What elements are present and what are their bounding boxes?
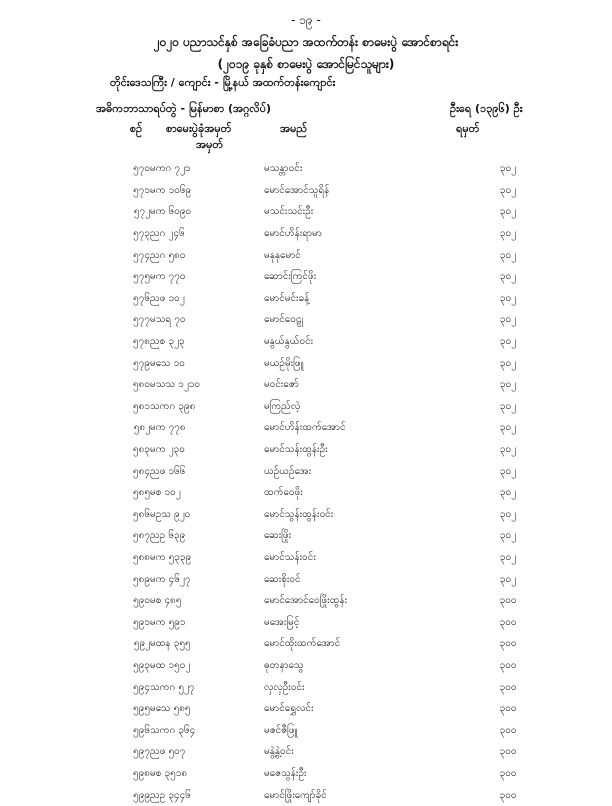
row-number: ၅၉၆ bbox=[133, 724, 150, 736]
candidate-name: ဆောင်းကြင်ဖိုး bbox=[264, 271, 317, 283]
candidate-name: ဆေးဖြိုး bbox=[264, 530, 292, 542]
roll-number: ညဥ ၃၄၄၆ bbox=[150, 789, 191, 801]
row-number: ၅၈၂ bbox=[133, 422, 150, 434]
row-number: ၅၈၀ bbox=[133, 379, 150, 391]
candidate-name: ဓုတနာသွေ bbox=[264, 659, 304, 671]
marks-value: ၃၀၀ bbox=[499, 681, 517, 693]
roll-number: မက ၇၇၈ bbox=[150, 422, 186, 434]
column-header-roll-line2: အမှတ် bbox=[196, 138, 224, 151]
candidate-name: ထက်ဝေဖိုး bbox=[264, 487, 303, 499]
row-number: ၅၇၁ bbox=[133, 184, 150, 196]
table-row bbox=[0, 244, 536, 266]
page-title: ၂၀၂၀ ပညာသင်နှစ် အခြေခံပညာ အထက်တန်း စာမေးပွဲ အောင်စာရင်း bbox=[153, 35, 459, 49]
roll-number: သကဂ ၅၂၇ bbox=[150, 681, 195, 693]
column-header-marks: ရမှတ် bbox=[456, 122, 480, 135]
candidate-name: မောင်ထိုးထက်အောင် bbox=[264, 638, 341, 650]
roll-number: မက ၆၀၉၀ bbox=[150, 206, 192, 218]
candidate-name: မဇေသွန်းဦး bbox=[264, 767, 307, 779]
table-row bbox=[0, 288, 536, 310]
marks-value: ၃၀၂ bbox=[499, 400, 517, 412]
row-number: ၅၇၆ bbox=[133, 292, 150, 304]
marks-value: ၃၀၂ bbox=[499, 422, 517, 434]
marks-value: ၃၀၂ bbox=[499, 184, 517, 196]
marks-value: ၃၀၂ bbox=[499, 336, 517, 348]
roll-number: မကဂ ၇၂၁ bbox=[150, 163, 191, 175]
candidate-name: မောင်ရွှေလင်း bbox=[264, 703, 314, 715]
candidate-name: မောင်သန်းဝင်း bbox=[264, 551, 316, 563]
row-number: ၅၈၉ bbox=[133, 573, 150, 585]
roll-number: မက ၂၃၀ bbox=[150, 444, 185, 456]
candidate-name: မောင်မင်းခန့် bbox=[264, 292, 310, 304]
roll-number: မက ၅၃၃၉ bbox=[150, 551, 192, 563]
table-row bbox=[0, 568, 536, 590]
candidate-name: မနွဲ့နွဲ့ဝင်း bbox=[264, 746, 294, 758]
roll-number: သကဂ ၃၆၄ bbox=[150, 724, 196, 736]
marks-value: ၃၀၂ bbox=[499, 444, 517, 456]
column-header-name: အမည် bbox=[280, 122, 308, 135]
row-number: ၅၉၄ bbox=[133, 681, 150, 693]
row-number: ၅၇၉ bbox=[133, 357, 150, 369]
marks-value: ၃၀၂ bbox=[499, 271, 517, 283]
row-number: ၅၈၅ bbox=[133, 487, 150, 499]
table-row bbox=[0, 352, 536, 374]
table-row bbox=[0, 158, 536, 180]
roll-number: မစ ၃၅၁၈ bbox=[150, 767, 188, 779]
row-number: ၅၉၁ bbox=[133, 616, 150, 628]
roll-number: မစ ၄၈၅ bbox=[150, 595, 182, 607]
roll-number: ညဖ ၁၀၂ bbox=[150, 292, 185, 304]
roll-number: မထ ၁၅၀၂ bbox=[150, 659, 191, 671]
table-row bbox=[0, 698, 536, 720]
marks-value: ၃၀၂ bbox=[499, 206, 517, 218]
page-number: - ၁၉ - bbox=[291, 13, 321, 27]
marks-value: ၃၀၂ bbox=[499, 249, 517, 261]
table-row bbox=[0, 396, 536, 418]
roll-number: ညစ ၃၂၃ bbox=[150, 336, 185, 348]
row-number: ၅၇၄ bbox=[133, 249, 150, 261]
results-table-body bbox=[0, 158, 536, 806]
candidate-name: မောင်အောင်သူရိန် bbox=[264, 184, 330, 196]
row-number: ၅၈၃ bbox=[133, 444, 150, 456]
column-header-roll: စာမေးပွဲခုံအမှတ် bbox=[166, 122, 232, 135]
table-row bbox=[0, 460, 536, 482]
table-row bbox=[0, 763, 536, 785]
roll-number: ညဂ ၅၈၀ bbox=[150, 249, 186, 261]
roll-number: မက ၅၉၁ bbox=[150, 616, 186, 628]
table-row bbox=[0, 741, 536, 763]
table-row bbox=[0, 482, 536, 504]
marks-value: ၃၀၂ bbox=[499, 487, 517, 499]
row-number: ၅၇၈ bbox=[133, 336, 150, 348]
candidate-name: မကြည်လဲ့ bbox=[264, 400, 301, 412]
row-number: ၅၇၃ bbox=[133, 228, 150, 240]
candidate-name: မောင်ဟိန်းထက်အောင် bbox=[264, 422, 346, 434]
table-row bbox=[0, 180, 536, 202]
roll-number: မက ၇၇၀ bbox=[150, 271, 186, 283]
marks-value: ၃၀၂ bbox=[499, 357, 517, 369]
candidate-name: မောင်ဖြိုးကျော်ခိုင် bbox=[264, 789, 327, 801]
table-row bbox=[0, 784, 536, 806]
roll-number: မသေ ၅၈၅ bbox=[150, 703, 191, 715]
row-number: ၅၇၀ bbox=[133, 163, 150, 175]
row-number: ၅၈၆ bbox=[133, 508, 150, 520]
marks-value: ၃၀၀ bbox=[499, 789, 517, 801]
candidate-name: မယဉ်မိုးဖြူ bbox=[264, 357, 304, 369]
marks-value: ၃၀၂ bbox=[499, 530, 517, 542]
table-row bbox=[0, 655, 536, 677]
candidate-name: လှလှဦးဝင်း bbox=[264, 681, 305, 693]
roll-number: မက ၁၀၆၉ bbox=[150, 184, 192, 196]
candidate-name: ယဉ်ယဉ်အေး bbox=[264, 465, 312, 477]
candidate-name: မောင်ဟိန်းရာမာ bbox=[264, 228, 322, 240]
candidate-name: မဝင်းဇော် bbox=[264, 379, 299, 391]
region-label: တိုင်းဒေသကြီး / ကျောင်း - မြို့နယ် အထက်တန်းကျောင်း bbox=[110, 76, 336, 89]
table-row bbox=[0, 417, 536, 439]
candidate-name: မောင်ဝေဠု bbox=[264, 314, 303, 326]
marks-value: ၃၀၀ bbox=[499, 595, 517, 607]
table-row bbox=[0, 439, 536, 461]
marks-value: ၃၀၀ bbox=[499, 746, 517, 758]
marks-value: ၃၀၀ bbox=[499, 638, 517, 650]
candidate-name: မနွယ်နွယ်ဝင်း bbox=[264, 336, 314, 348]
table-row bbox=[0, 719, 536, 741]
table-row bbox=[0, 525, 536, 547]
candidate-name: မဇင်ဇီဖြူ bbox=[264, 724, 298, 736]
subject-group-label: အဓိကဘာသာရပ်တွဲ - မြန်မာစာ (အဂ္ဂလိပ်) bbox=[96, 102, 272, 115]
row-number: ၅၈၈ bbox=[132, 551, 150, 563]
marks-value: ၃၀၀ bbox=[499, 724, 517, 736]
roll-number: ညဖ ၅၀၇ bbox=[150, 746, 186, 758]
table-row bbox=[0, 331, 536, 353]
table-row bbox=[0, 676, 536, 698]
candidate-name: မောင်သွန်းထွန်းဝင်း bbox=[264, 508, 334, 520]
marks-value: ၃၀၀ bbox=[499, 767, 517, 779]
roll-number: မသသ ၁၂၁၀ bbox=[150, 379, 201, 391]
row-number: ၅၉၀ bbox=[133, 595, 150, 607]
roll-number: မဥသ ၉၂၀ bbox=[150, 508, 191, 520]
candidate-name: မနုနုမောင် bbox=[264, 249, 301, 261]
table-row bbox=[0, 633, 536, 655]
row-number: ၅၉၇ bbox=[133, 746, 150, 758]
marks-value: ၃၀၀ bbox=[499, 659, 517, 671]
row-number: ၅၈၇ bbox=[133, 530, 150, 542]
roll-number: ညဂ ၂၄၆ bbox=[150, 228, 185, 240]
row-number: ၅၇၅ bbox=[133, 271, 150, 283]
table-row bbox=[0, 223, 536, 245]
marks-value: ၃၀၂ bbox=[499, 163, 517, 175]
roll-number: မက ၄၆၂၇ bbox=[150, 573, 191, 585]
candidate-name: မသင်းသင်းဦး bbox=[264, 206, 314, 218]
candidate-name: မသန္တာဝင်း bbox=[264, 163, 303, 175]
table-row bbox=[0, 590, 536, 612]
row-number: ၅၇၇ bbox=[133, 314, 150, 326]
candidate-name: မောင်အောင်ဝေဖြိုးထွန်း bbox=[264, 595, 348, 607]
row-number: ၅၇၂ bbox=[133, 206, 150, 218]
row-number: ၅၉၃ bbox=[133, 659, 150, 671]
table-row bbox=[0, 611, 536, 633]
table-row bbox=[0, 266, 536, 288]
marks-value: ၃၀၂ bbox=[499, 465, 517, 477]
table-row bbox=[0, 309, 536, 331]
table-row bbox=[0, 547, 536, 569]
table-row bbox=[0, 504, 536, 526]
row-number: ၅၈၁ bbox=[133, 400, 150, 412]
results-table bbox=[0, 158, 536, 806]
row-number: ၅၉၉ bbox=[133, 789, 150, 801]
roll-number: မသရ ၇၀ bbox=[150, 314, 186, 326]
roll-number: ညဥ ၆၃၉ bbox=[150, 530, 186, 542]
row-number: ၅၈၄ bbox=[133, 465, 150, 477]
marks-value: ၃၀၂ bbox=[499, 379, 517, 391]
table-row bbox=[0, 374, 536, 396]
candidate-name: ဆေးစိုးဝင် bbox=[264, 573, 301, 585]
marks-value: ၃၀၂ bbox=[499, 573, 517, 585]
roll-number: မထန ၃၅၅ bbox=[150, 638, 191, 650]
roll-number: သကဂ ၃၉၈ bbox=[150, 400, 196, 412]
column-header-no: စဉ် bbox=[129, 122, 143, 135]
candidate-name: မအေးမြင့် bbox=[264, 616, 300, 628]
marks-value: ၃၀၂ bbox=[499, 292, 517, 304]
page-subtitle: (၂၀၁၉ ခုနှစ် စာမေးပွဲ အောင်မြင်သူများ) bbox=[217, 57, 395, 71]
table-row bbox=[0, 201, 536, 223]
marks-value: ၃၀၂ bbox=[499, 314, 517, 326]
roll-number: ညဖ ၁၆၆ bbox=[150, 465, 186, 477]
marks-value: ၃၀၂ bbox=[499, 551, 517, 563]
roll-number: မသေ ၁၀ bbox=[150, 357, 185, 369]
row-number: ၅၉၅ bbox=[133, 703, 150, 715]
total-count-label: ဦးရေ (၁၃၉၆) ဦး bbox=[450, 102, 523, 115]
marks-value: ၃၀၂ bbox=[499, 228, 517, 240]
marks-value: ၃၀၂ bbox=[499, 508, 517, 520]
candidate-name: မောင်သန်းထွန်းဦး bbox=[264, 444, 328, 456]
marks-value: ၃၀၀ bbox=[499, 616, 517, 628]
marks-value: ၃၀၀ bbox=[499, 703, 517, 715]
roll-number: မစ ၁၀၂ bbox=[150, 487, 181, 499]
row-number: ၅၉၂ bbox=[133, 638, 150, 650]
row-number: ၅၉၈ bbox=[133, 767, 150, 779]
